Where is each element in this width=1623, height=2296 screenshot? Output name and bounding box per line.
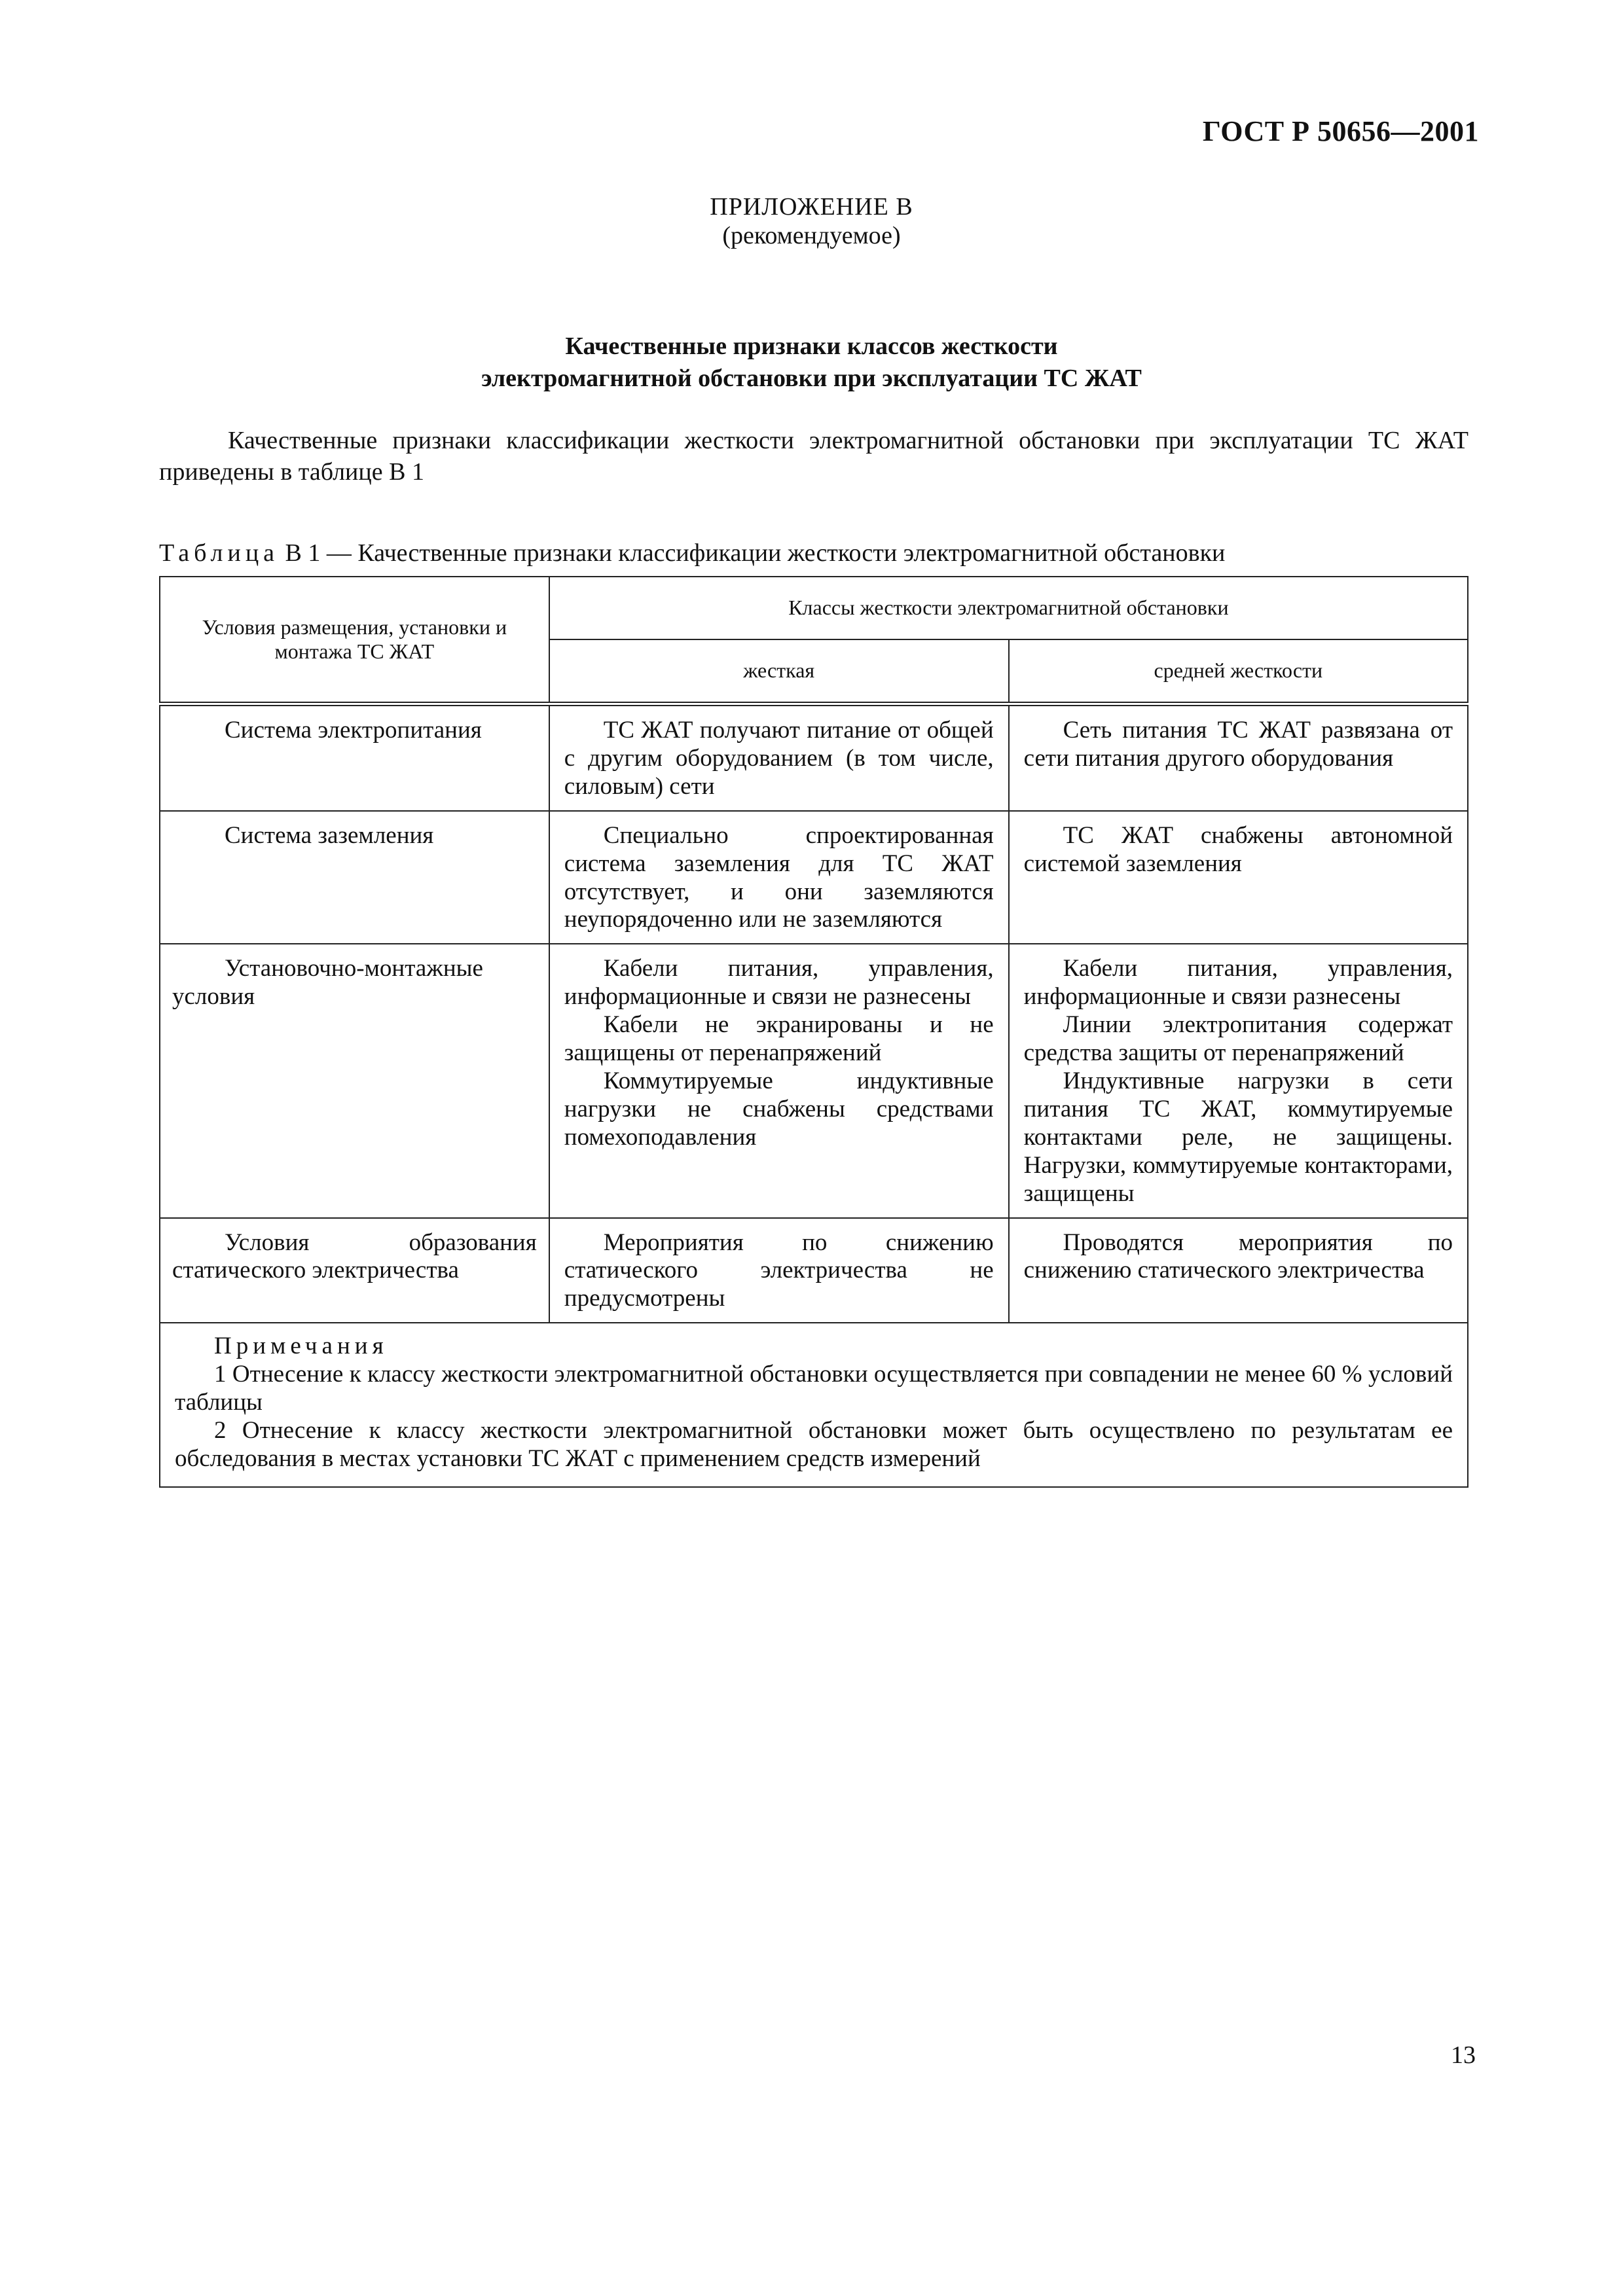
row-hard-text: ТС ЖАТ получают питание от общей с другим оборудованием (в том числе, силовым) сети [564,717,994,800]
row-hard-text: Кабели питания, управления, информационные и связи не разнесены [564,955,994,1011]
row-medium-text: Индуктивные нагрузки в сети питания ТС ЖАТ, коммутируемые контактами реле, не защищены. Нагрузки, коммутируемые контакторами, защищены [1023,1067,1453,1207]
table-header-row [160,577,1468,639]
row-medium-text: Кабели питания, управления, информационные и связи разнесены [1023,955,1453,1011]
header-conditions: Условия размещения, установки и монтажа ТС ЖАТ [160,577,549,704]
row-hard-text: Мероприятия по снижению статического электричества не предусмотрены [564,1229,994,1312]
row-condition: Условия образования статического электричества [160,1218,549,1323]
row-hard [549,944,1009,1217]
row-hard [549,704,1009,811]
row-medium [1009,811,1468,944]
table-caption [159,539,1468,567]
row-medium [1009,944,1468,1217]
row-hard [549,811,1009,944]
row-hard-text: Кабели не экранированы и не защищены от перенапряжений [564,1011,994,1067]
note-item: 1 Отнесение к классу жесткости электромагнитной обстановки осуществляется при совпадении не менее 60 % условий таблицы [175,1361,1453,1416]
row-hard-text: Коммутируемые индуктивные нагрузки не снабжены средствами помехоподавления [564,1067,994,1151]
row-medium-text: Линии электропитания содержат средства защиты от перенапряжений [1023,1011,1453,1067]
row-medium [1009,704,1468,811]
appendix-subtitle: (рекомендуемое) [722,221,901,249]
note-item: 2 Отнесение к классу жесткости электромагнитной обстановки может быть осуществлено по результатам ее обследования в местах установки ТС ЖАТ с применением средств измерений [175,1416,1453,1472]
row-hard [549,1218,1009,1323]
row-medium-text: Сеть питания ТС ЖАТ развязана от сети питания другого оборудования [1023,717,1453,772]
table-row [160,944,1468,1217]
row-condition: Система электропитания [160,704,549,811]
heading-line-1: Качественные признаки классов жесткости [565,332,1058,360]
header-classes-group: Классы жесткости электромагнитной обстановки [549,577,1468,639]
page-number: 13 [1451,2041,1476,2069]
table-body [160,704,1468,1487]
appendix-title-block [0,193,1623,250]
document-code: ГОСТ Р 50656—2001 [1202,115,1479,147]
table-notes [160,1323,1468,1487]
notes-title: Примечания [214,1333,388,1360]
section-heading [0,331,1623,395]
row-medium-text: ТС ЖАТ снабжены автономной системой заземления [1023,821,1453,877]
classification-table [159,576,1468,1488]
header-medium: средней жесткости [1009,639,1468,704]
row-hard-text: Специально спроектированная система заземления для ТС ЖАТ отсутствует, и они заземляются неупорядоченно или не заземляются [564,821,994,933]
table-caption-label: Таблица [159,539,280,567]
row-condition: Установочно-монтажные условия [160,944,549,1217]
row-condition: Система заземления [160,811,549,944]
table-caption-text: В 1 — Качественные признаки классификации жесткости электромагнитной обстановки [285,539,1226,567]
heading-line-2: электромагнитной обстановки при эксплуатации ТС ЖАТ [481,365,1142,393]
table-row [160,704,1468,811]
appendix-title: ПРИЛОЖЕНИЕ В [710,193,913,221]
row-medium-text: Проводятся мероприятия по снижению статического электричества [1023,1229,1453,1284]
notes-row [160,1323,1468,1487]
table-row [160,1218,1468,1323]
row-medium [1009,1218,1468,1323]
header-hard: жесткая [549,639,1009,704]
table-row [160,811,1468,944]
intro-paragraph: Качественные признаки классификации жесткости электромагнитной обстановки при эксплуатации ТС ЖАТ приведены в таблице В 1 [159,427,1468,486]
